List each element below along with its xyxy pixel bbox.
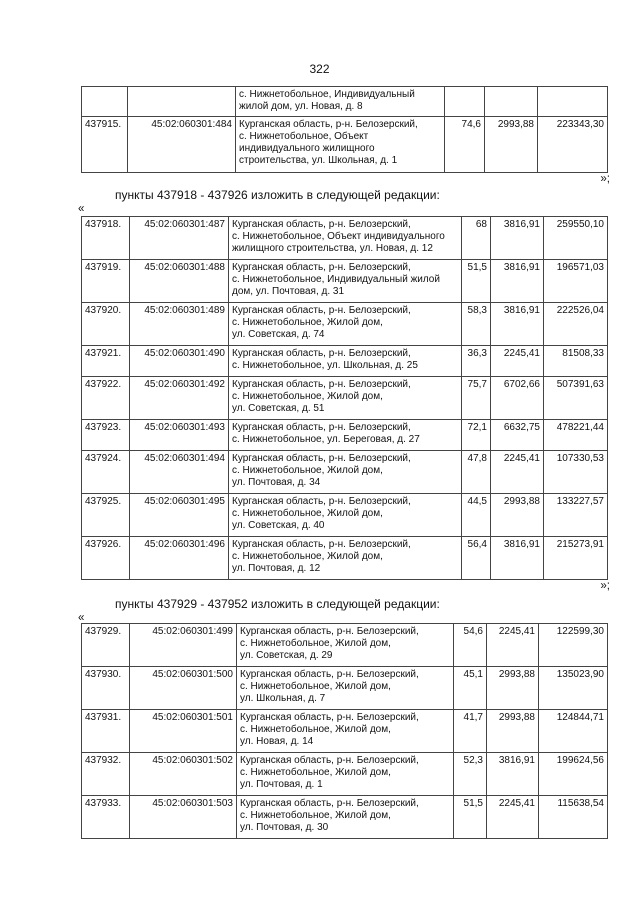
rate: 2993,88: [487, 710, 539, 753]
area: 68: [462, 217, 491, 260]
area: 74,6: [445, 117, 485, 173]
area: [445, 87, 485, 117]
row-number: 437918.: [82, 217, 130, 260]
table-row: [82, 624, 608, 667]
rate: 2993,88: [487, 667, 539, 710]
area: 41,7: [454, 710, 487, 753]
closing-quote: »;: [600, 173, 610, 185]
address: Курганская область, р-н. Белозерский, с. Нижнетобольное, Индивидуальный жилой дом, ул. Почтовая, д. 31: [229, 260, 462, 303]
cadastral-number: 45:02:060301:502: [130, 753, 237, 796]
page-number: 322: [309, 62, 330, 76]
rate: 3816,91: [491, 303, 544, 346]
rate: [485, 87, 538, 117]
address: Курганская область, р-н. Белозерский, с. Нижнетобольное, Жилой дом, ул. Советская, д. 51: [229, 377, 462, 420]
table-row: [82, 451, 608, 494]
section1-rows: [82, 217, 608, 580]
area: 47,8: [462, 451, 491, 494]
cadastral-number: 45:02:060301:490: [130, 346, 229, 377]
row-number: 437919.: [82, 260, 130, 303]
row-number: 437926.: [82, 537, 130, 580]
table-row: [82, 710, 608, 753]
table-row: [82, 217, 608, 260]
cadastral-number: 45:02:060301:495: [130, 494, 229, 537]
cadastral-number: 45:02:060301:494: [130, 451, 229, 494]
continued-table: [81, 86, 608, 173]
table-row: [82, 117, 608, 173]
value: 115638,54: [539, 796, 608, 839]
cadastral-number: 45:02:060301:496: [130, 537, 229, 580]
area: 75,7: [462, 377, 491, 420]
address: Курганская область, р-н. Белозерский, с. Нижнетобольное, Жилой дом, ул. Почтовая, д. 34: [229, 451, 462, 494]
table-row: [82, 753, 608, 796]
row-number: 437923.: [82, 420, 130, 451]
rate: 3816,91: [491, 260, 544, 303]
cadastral-number: 45:02:060301:484: [128, 117, 236, 173]
section2-table: [81, 623, 608, 839]
table-row: [82, 537, 608, 580]
table-row: [82, 377, 608, 420]
row-number: 437920.: [82, 303, 130, 346]
value: 81508,33: [544, 346, 608, 377]
area: 51,5: [454, 796, 487, 839]
rate: 2245,41: [487, 796, 539, 839]
row-number: 437931.: [82, 710, 130, 753]
rate: 6632,75: [491, 420, 544, 451]
table-row: [82, 494, 608, 537]
cadastral-number: 45:02:060301:499: [130, 624, 237, 667]
value: 223343,30: [538, 117, 608, 173]
cadastral-number: 45:02:060301:493: [130, 420, 229, 451]
rate: 2245,41: [491, 451, 544, 494]
row-number: 437921.: [82, 346, 130, 377]
value: 107330,53: [544, 451, 608, 494]
address: Курганская область, р-н. Белозерский, с. Нижнетобольное, Объект индивидуального жилищного строительства, ул. Новая, д. 12: [229, 217, 462, 260]
row-number: 437924.: [82, 451, 130, 494]
rate: 2993,88: [485, 117, 538, 173]
area: 44,5: [462, 494, 491, 537]
address: с. Нижнетобольное, Индивидуальный жилой дом, ул. Новая, д. 8: [236, 87, 445, 117]
row-number: 437933.: [82, 796, 130, 839]
value: 215273,91: [544, 537, 608, 580]
closing-quote: »;: [600, 580, 610, 592]
value: 199624,56: [539, 753, 608, 796]
area: 45,1: [454, 667, 487, 710]
table-row: [82, 303, 608, 346]
value: 478221,44: [544, 420, 608, 451]
value: 133227,57: [544, 494, 608, 537]
area: 72,1: [462, 420, 491, 451]
address: Курганская область, р-н. Белозерский, с. Нижнетобольное, Жилой дом, ул. Почтовая, д. 30: [237, 796, 454, 839]
table-row: [82, 420, 608, 451]
address: Курганская область, р-н. Белозерский, с. Нижнетобольное, Жилой дом, ул. Новая, д. 14: [237, 710, 454, 753]
value: 222526,04: [544, 303, 608, 346]
value: 122599,30: [539, 624, 608, 667]
area: 52,3: [454, 753, 487, 796]
cadastral-number: 45:02:060301:488: [130, 260, 229, 303]
rate: 2993,88: [491, 494, 544, 537]
section2-rows: [82, 624, 608, 839]
row-number: 437925.: [82, 494, 130, 537]
value: [538, 87, 608, 117]
opening-quote: «: [78, 612, 85, 624]
section-intro: пункты 437929 - 437952 изложить в следующей редакции:: [115, 597, 440, 611]
rate: 2245,41: [487, 624, 539, 667]
value: 507391,63: [544, 377, 608, 420]
address: Курганская область, р-н. Белозерский, с. Нижнетобольное, Жилой дом, ул. Советская, д. 29: [237, 624, 454, 667]
table-row: [82, 260, 608, 303]
value: 196571,03: [544, 260, 608, 303]
address: Курганская область, р-н. Белозерский, с. Нижнетобольное, Жилой дом, ул. Почтовая, д. 12: [229, 537, 462, 580]
row-number: 437929.: [82, 624, 130, 667]
rate: 6702,66: [491, 377, 544, 420]
opening-quote: «: [78, 203, 85, 215]
row-number: 437930.: [82, 667, 130, 710]
cadastral-number: 45:02:060301:503: [130, 796, 237, 839]
cadastral-number: 45:02:060301:501: [130, 710, 237, 753]
row-number: 437932.: [82, 753, 130, 796]
address: Курганская область, р-н. Белозерский, с. Нижнетобольное, Жилой дом, ул. Школьная, д. 7: [237, 667, 454, 710]
cadastral-number: [128, 87, 236, 117]
area: 54,6: [454, 624, 487, 667]
table-row: [82, 346, 608, 377]
value: 135023,90: [539, 667, 608, 710]
cadastral-number: 45:02:060301:500: [130, 667, 237, 710]
value: 124844,71: [539, 710, 608, 753]
area: 51,5: [462, 260, 491, 303]
section-intro: пункты 437918 - 437926 изложить в следующей редакции:: [115, 188, 440, 202]
area: 58,3: [462, 303, 491, 346]
address: Курганская область, р-н. Белозерский, с. Нижнетобольное, Жилой дом, ул. Советская, д. 74: [229, 303, 462, 346]
rate: 3816,91: [487, 753, 539, 796]
area: 36,3: [462, 346, 491, 377]
table-row: [82, 796, 608, 839]
value: 259550,10: [544, 217, 608, 260]
rate: 3816,91: [491, 217, 544, 260]
rate: 3816,91: [491, 537, 544, 580]
address: Курганская область, р-н. Белозерский, с. Нижнетобольное, ул. Школьная, д. 25: [229, 346, 462, 377]
section1-table: [81, 216, 608, 580]
cadastral-number: 45:02:060301:492: [130, 377, 229, 420]
row-number: 437915.: [82, 117, 128, 173]
table-row: [82, 87, 608, 117]
address: Курганская область, р-н. Белозерский, с. Нижнетобольное, ул. Береговая, д. 27: [229, 420, 462, 451]
address: Курганская область, р-н. Белозерский, с. Нижнетобольное, Жилой дом, ул. Почтовая, д. 1: [237, 753, 454, 796]
cadastral-number: 45:02:060301:489: [130, 303, 229, 346]
row-number: 437922.: [82, 377, 130, 420]
address: Курганская область, р-н. Белозерский, с. Нижнетобольное, Жилой дом, ул. Советская, д. 40: [229, 494, 462, 537]
row-number: [82, 87, 128, 117]
cadastral-number: 45:02:060301:487: [130, 217, 229, 260]
table-row: [82, 667, 608, 710]
address: Курганская область, р-н. Белозерский, с. Нижнетобольное, Объект индивидуального жилищного строительства, ул. Школьная, д. 1: [236, 117, 445, 173]
area: 56,4: [462, 537, 491, 580]
rate: 2245,41: [491, 346, 544, 377]
